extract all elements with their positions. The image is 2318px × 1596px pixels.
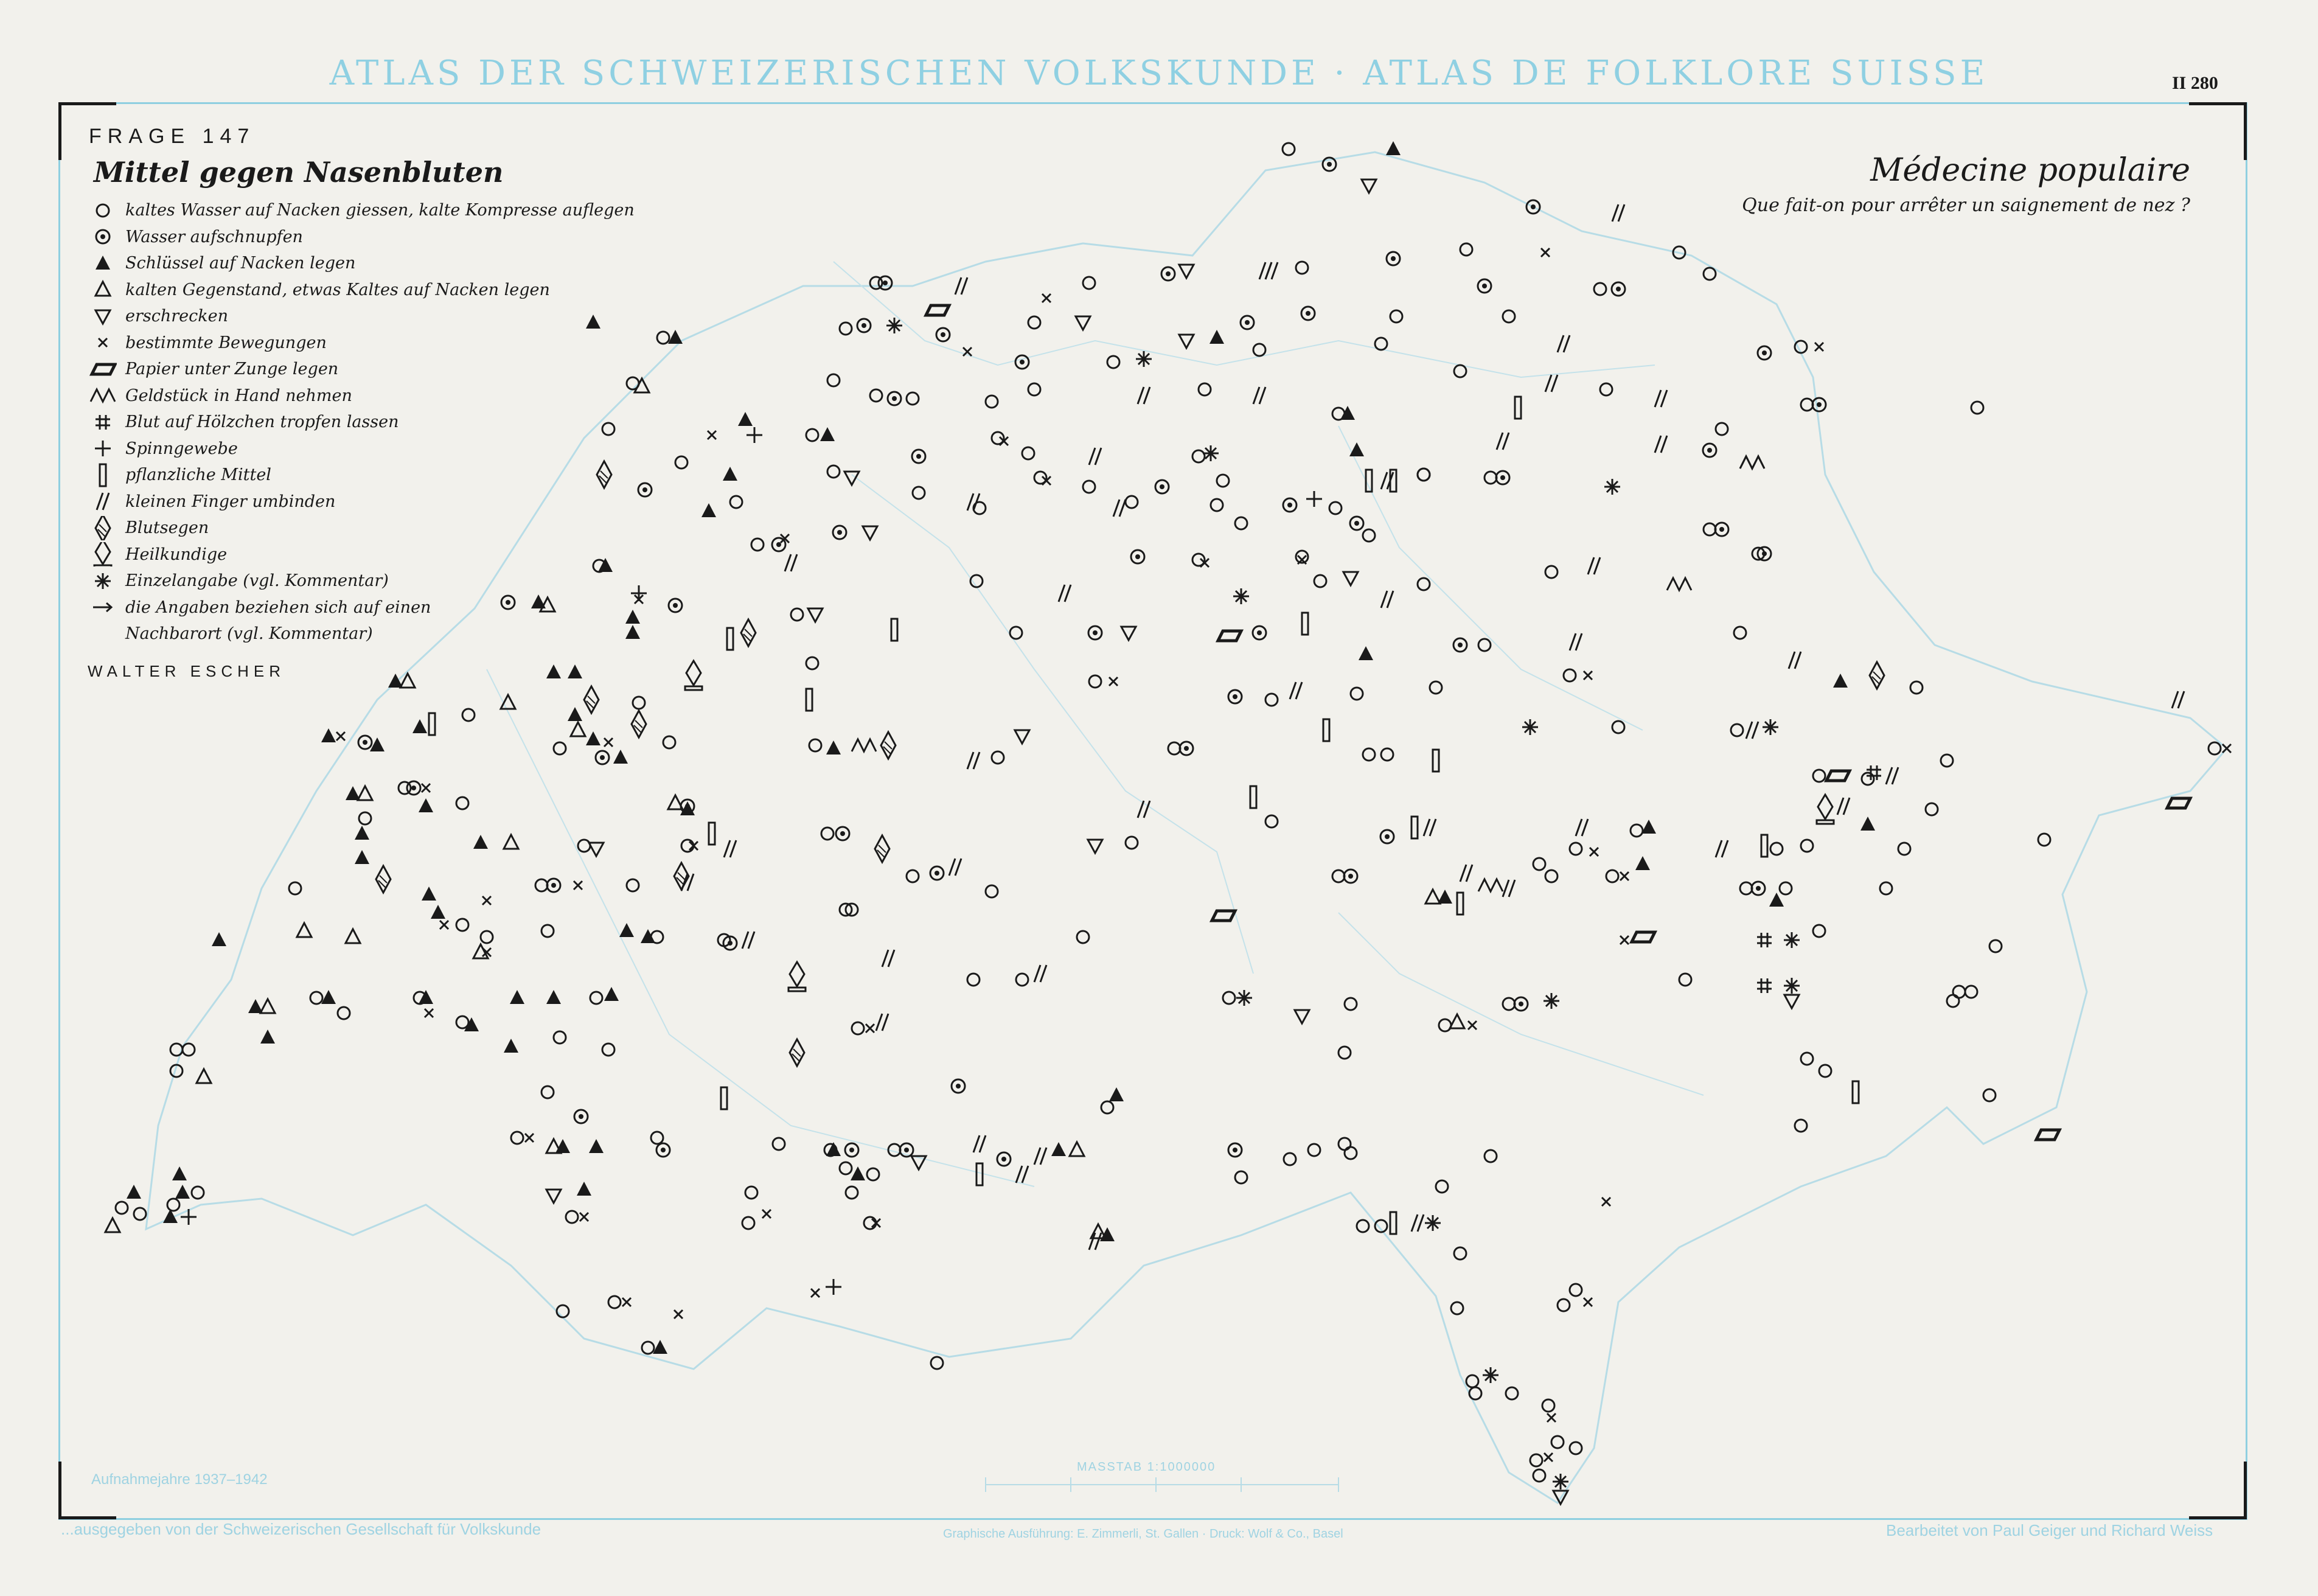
map-title-de: Mittel gegen Nasenbluten [94, 156, 504, 189]
legend-label: kleinen Finger umbinden [125, 492, 336, 511]
legend-label: kaltes Wasser auf Nacken giessen, kalte Kompresse auflegen [125, 201, 635, 220]
legend-label: Wasser aufschnupfen [125, 227, 303, 246]
hash-icon [85, 410, 120, 434]
legend-label: pflanzliche Mittel [125, 465, 271, 485]
survey-years: Aufnahmejahre 1937–1942 [91, 1471, 268, 1488]
legend-label: Papier unter Zunge legen [125, 360, 339, 379]
question-number: FRAGE 147 [89, 125, 256, 148]
open-circle-icon [85, 198, 120, 223]
cross-icon [85, 330, 120, 355]
legend-label: Geldstück in Hand nehmen [125, 386, 352, 405]
legend-item [85, 594, 694, 621]
legend-label: Nachbarort (vgl. Kommentar) [125, 624, 373, 644]
legend-item [85, 462, 694, 489]
legend-item [85, 330, 694, 357]
map-title-fr-block [1742, 152, 2190, 216]
dotted-circle-icon [85, 225, 120, 249]
publisher: ...ausgegeben von der Schweizerischen Gesellschaft für Volkskunde [61, 1520, 541, 1538]
map-subtitle-fr: Que fait-on pour arrêter un saignement de nez ? [1742, 195, 2190, 216]
legend-item [85, 436, 694, 462]
legend-label: Blutsegen [125, 518, 209, 538]
legend [85, 125, 694, 681]
open-triangle-icon [85, 277, 120, 302]
plus-icon [85, 436, 120, 461]
legend-label: kalten Gegenstand, etwas Kaltes auf Nacken legen [125, 280, 550, 299]
arrow-icon [85, 595, 120, 619]
legend-label: Einzelangabe (vgl. Kommentar) [125, 571, 389, 591]
sheet-number: II 280 [2172, 73, 2218, 93]
printer: Graphische Ausführung: E. Zimmerli, St. Gallen · Druck: Wolf & Co., Basel [943, 1527, 1343, 1541]
legend-label: erschrecken [125, 307, 228, 326]
legend-label: Schlüssel auf Nacken legen [125, 254, 356, 273]
healer-diamond-icon [85, 542, 120, 566]
legend-label: Blut auf Hölzchen tropfen lassen [125, 413, 399, 432]
legend-label: bestimmte Bewegungen [125, 333, 327, 352]
coin-zigzag-icon [85, 383, 120, 408]
legend-list [85, 197, 694, 647]
legend-item [85, 303, 694, 330]
legend-item [85, 542, 694, 568]
legend-item [85, 250, 694, 277]
legend-item [85, 409, 694, 436]
corner-mark [58, 1462, 116, 1519]
down-triangle-icon [85, 304, 120, 329]
legend-item [85, 515, 694, 542]
double-slash-icon [85, 489, 120, 514]
paper-rect-icon [85, 357, 120, 382]
legend-item [85, 224, 694, 251]
legend-item [85, 489, 694, 515]
scale-label: MASSTAB 1:1000000 [1077, 1460, 1216, 1474]
corner-mark [2189, 1462, 2247, 1519]
legend-label: die Angaben beziehen sich auf einen [125, 598, 431, 617]
legend-item [85, 197, 694, 224]
legend-item [85, 568, 694, 594]
legend-item [85, 383, 694, 409]
diamond-icon [85, 516, 120, 540]
author: WALTER ESCHER [88, 661, 286, 680]
map-title-fr: Médecine populaire [1870, 152, 2190, 189]
atlas-title: ATLAS DER SCHWEIZERISCHEN VOLKSKUNDE · ATLAS DE FOLKLORE SUISSE [329, 54, 1989, 93]
legend-item [85, 621, 694, 647]
legend-label: Spinngewebe [125, 439, 238, 458]
legend-item [85, 277, 694, 304]
legend-item [85, 356, 694, 383]
editors: Bearbeitet von Paul Geiger und Richard Weiss [1886, 1521, 2213, 1539]
corner-mark [2189, 102, 2247, 160]
filled-triangle-icon [85, 251, 120, 276]
asterisk-icon [85, 569, 120, 593]
narrow-rect-icon [85, 463, 120, 487]
legend-label: Heilkundige [125, 545, 228, 564]
